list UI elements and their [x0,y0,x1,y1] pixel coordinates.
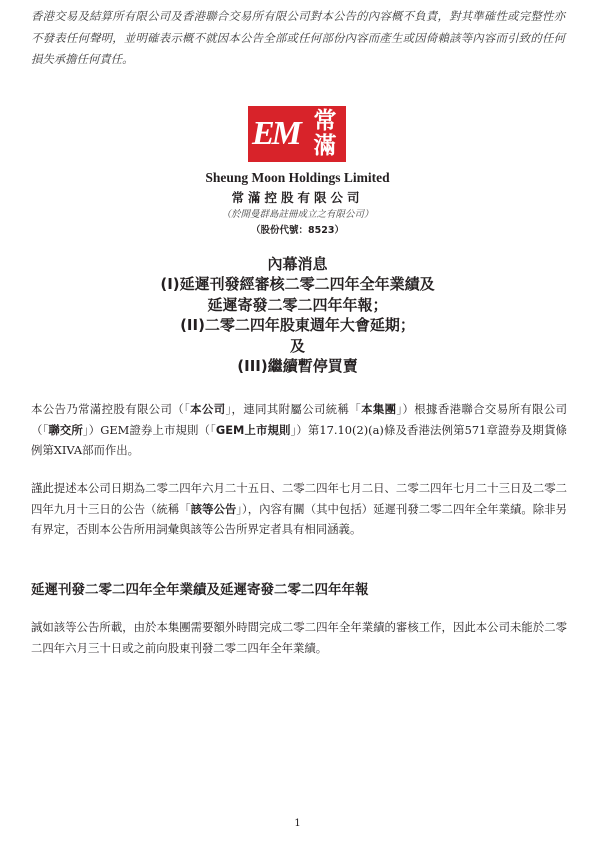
delay-paragraph: 誠如該等公告所載，由於本集團需要額外時間完成二零二四年全年業績的審核工作，因此本公司未能於二零二四年六月三十日或之前向股東刊發二零二四年全年業績。 [31,620,567,655]
defined-term: 該等公告 [190,501,237,516]
logo-chinese-mark [308,109,342,159]
heading-line-5: 及 [289,336,305,355]
text-run: 」）GEM證券上市規則（「 [82,422,216,437]
text-run: 」）第17.10(2)(a)條及香港法例第571章證券及期貨條例第XIVA部而作出。 [31,422,567,457]
heading-line-3: 延遲寄發二零二四年年報； [207,295,388,314]
incorporation-note: （於開曼群島註冊成立之有限公司） [221,209,374,220]
logo-chinese-char-1: 常 [313,108,337,134]
defined-term: 聯交所 [48,422,83,437]
defined-term: GEM上市規則 [215,422,291,437]
disclaimer-text: 香港交易及結算所有限公司及香港聯合交易所有限公司對本公告的內容概不負責，對其準確性或完整性亦不發表任何聲明，並明確表示概不就因本公告全部或任何部份內容而產生或因倚賴該等內容而引致的任何損失承擔任何責任。 [31,9,565,66]
heading-line-2: (I)延遲刊發經審核二零二四年全年業績及 [160,275,435,294]
reference-paragraph [31,478,567,540]
text-run: 本公告乃常滿控股有限公司（「 [31,402,191,416]
text-run: 」），內容有關（其中包括）延遲刊發二零二四年全年業績。除非另有界定，否則本公告所用詞彙與該等公告所界定者具有相同涵義。 [31,501,567,536]
text-run: 」）根據香港聯合交易所有限公司（「 [31,402,567,437]
heading-line-4: (II)二零二四年股東週年大會延期； [180,316,415,335]
stock-code: （股份代號：8523） [251,225,344,236]
logo-latin-mark: EM [252,115,299,152]
page-number: 1 [294,818,301,829]
company-logo [248,106,346,162]
text-run: 」，連同其附屬公司統稱「 [225,402,362,416]
intro-paragraph [31,399,567,461]
logo-chinese-char-2: 滿 [313,133,337,159]
announcement-heading [0,254,595,376]
defined-term: 本集團 [361,402,397,416]
heading-line-1: 內幕消息 [267,255,328,273]
company-name-chinese: 常滿控股有限公司 [231,190,364,205]
heading-line-6: (III)繼續暫停買賣 [237,357,358,376]
section-heading: 延遲刊發二零二四年全年業績及延遲寄發二零二四年年報 [31,582,369,598]
company-name-english: Sheung Moon Holdings Limited [205,170,390,185]
text-run: 謹此提述本公司日期為二零二四年六月二十五日、二零二四年七月二日、二零二四年七月二十三日及二零二四年九月十三日的公告（統稱「 [31,481,567,516]
defined-term: 本公司 [190,402,226,416]
